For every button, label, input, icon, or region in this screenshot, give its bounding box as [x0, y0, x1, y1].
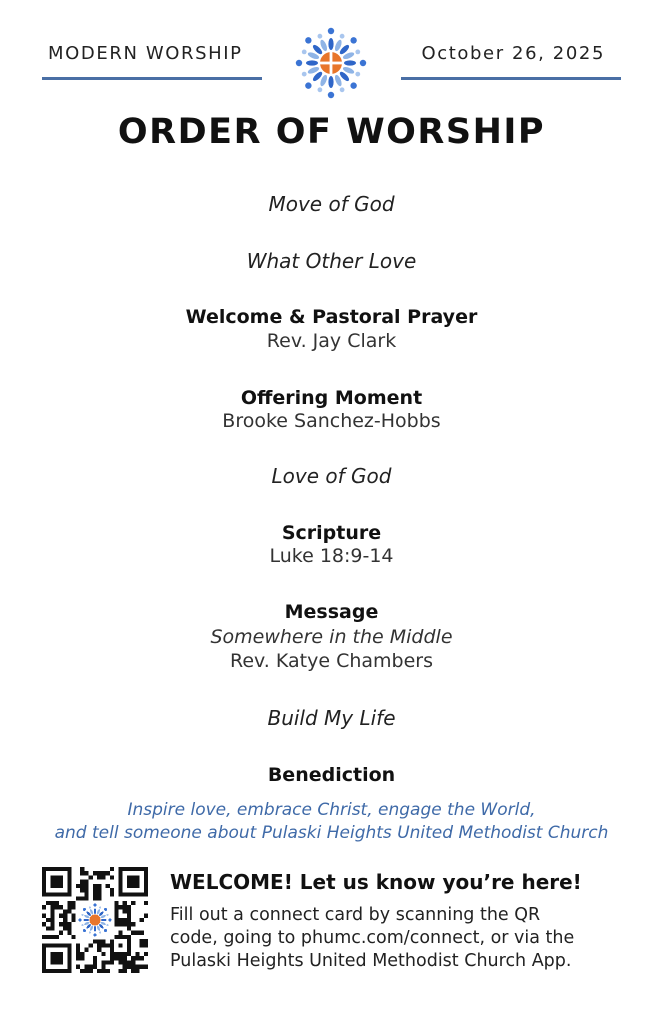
song-what-other-love: What Other Love: [246, 249, 417, 273]
song-love-of-god: Love of God: [271, 464, 392, 488]
message-heading: Message: [284, 601, 379, 623]
welcome-person: Rev. Jay Clark: [266, 330, 397, 352]
header-service-name: MODERN WORSHIP: [48, 43, 243, 64]
motto-line-1: Inspire love, embrace Christ, engage the World,: [127, 800, 536, 820]
welcome-line-3: Pulaski Heights United Methodist Church App.: [170, 951, 572, 971]
header-date: October 26, 2025: [421, 43, 605, 64]
welcome-title: WELCOME! Let us know you’re here!: [170, 870, 582, 894]
page-title: ORDER OF WORSHIP: [117, 112, 546, 152]
header-rule-left: [42, 77, 262, 80]
scripture-reference: Luke 18:9-14: [269, 545, 394, 567]
message-person: Rev. Katye Chambers: [230, 650, 433, 672]
qr-code-icon[interactable]: [42, 867, 148, 973]
welcome-instructions: [170, 904, 640, 973]
benediction-heading: Benediction: [267, 764, 396, 786]
scripture-heading: Scripture: [281, 522, 382, 544]
offering-person: Brooke Sanchez-Hobbs: [222, 410, 441, 432]
message-title: Somewhere in the Middle: [210, 626, 453, 648]
welcome-line-2: code, going to phumc.com/connect, or via the: [170, 928, 575, 948]
song-move-of-god: Move of God: [268, 192, 395, 216]
motto-line-2: and tell someone about Pulaski Heights United Methodist Church: [54, 823, 609, 843]
starburst-cross-logo-icon: [285, 20, 377, 106]
song-build-my-life: Build My Life: [267, 706, 396, 730]
welcome-heading: Welcome & Pastoral Prayer: [185, 306, 478, 328]
welcome-line-1: Fill out a connect card by scanning the QR: [170, 905, 541, 925]
offering-heading: Offering Moment: [240, 387, 423, 409]
header-rule-right: [401, 77, 621, 80]
